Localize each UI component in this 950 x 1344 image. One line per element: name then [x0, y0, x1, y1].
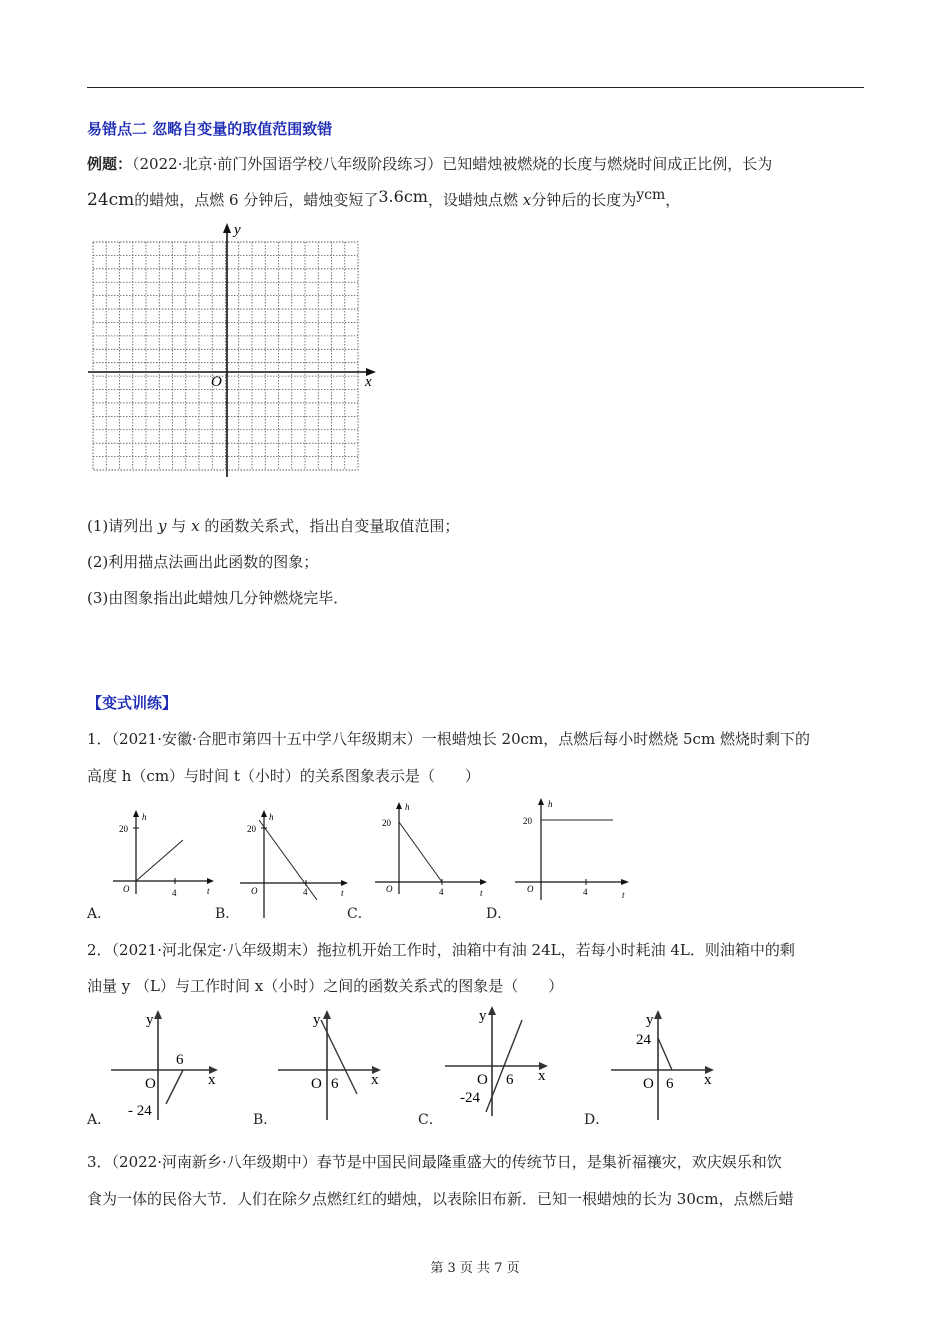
practice-header: 【变式训练】 [87, 694, 178, 712]
label-4: 4 [303, 887, 308, 897]
problem-3-text-1: （2022·河南新乡·八年级期中）春节是中国民间最隆重盛大的传统节日，是集祈福禳灾，欢庆娱乐和饮 [111, 1153, 782, 1171]
label-6: 6 [331, 1076, 339, 1092]
p1-option-c-graph [372, 800, 492, 900]
problem-3-line-1 [87, 1152, 782, 1172]
p1-option-d[interactable]: D． [486, 906, 512, 922]
label-6: 6 [666, 1076, 674, 1092]
page-footer: 第 3 页 共 7 页 [430, 1261, 520, 1276]
label-x: x [208, 1072, 216, 1088]
label-y: y [313, 1012, 321, 1028]
label-o: O [527, 884, 534, 894]
example-line-1 [87, 154, 772, 174]
p1-option-c[interactable]: C． [347, 906, 372, 922]
p2-option-c-graph [442, 1004, 557, 1119]
example-label: 例题： [87, 155, 133, 173]
question-1 [87, 516, 459, 536]
label-x: x [704, 1072, 712, 1088]
p2-option-d-graph [608, 1008, 723, 1123]
problem-1-number: 1． [87, 730, 112, 748]
q1-post: 的函数关系式，指出自变量取值范围； [204, 517, 460, 535]
problem-3-number: 3． [87, 1153, 112, 1171]
p1-option-d-graph [512, 796, 637, 904]
q1-mid: 与 [171, 517, 187, 535]
q1-pre: (1)请列出 [87, 517, 154, 535]
label-20: 20 [247, 824, 256, 834]
question-2: (2)利用描点法画出此函数的图象； [87, 553, 319, 571]
problem-3-line-2: 食为一体的民俗大节．人们在除夕点燃红红的蜡烛，以表除旧布新．已知一根蜡烛的长为 30cm，点燃后蜡 [87, 1190, 794, 1208]
label-o: O [643, 1076, 654, 1092]
header-rule [87, 87, 864, 88]
value-ycm: ycm [636, 187, 666, 203]
p2-a-line [166, 1070, 183, 1104]
x-axis-label: x [365, 374, 372, 390]
question-3: (3)由图象指出此蜡烛几分钟燃烧完毕． [87, 589, 349, 607]
example-source: （2022·北京·前门外国语学校八年级阶段练习） [132, 155, 443, 173]
label-t: t [480, 888, 483, 898]
q1-var-x: x [191, 517, 200, 535]
value-3.6cm: 3.6cm [378, 187, 428, 206]
label-o: O [386, 884, 393, 894]
label-neg24: - 24 [128, 1103, 152, 1119]
label-6: 6 [176, 1052, 184, 1068]
label-x: x [371, 1072, 379, 1088]
label-o: O [477, 1072, 488, 1088]
q1-var-y: y [158, 517, 167, 535]
section-title: 易错点二 忽略自变量的取值范围致错 [87, 120, 333, 138]
label-neg24: -24 [460, 1090, 480, 1106]
p1-option-a[interactable]: A． [87, 906, 112, 922]
example-text-2end: ， [665, 191, 681, 209]
origin-label: O [211, 374, 222, 390]
label-y: y [479, 1008, 487, 1024]
p2-option-b-graph [275, 1008, 390, 1123]
p1-option-b[interactable]: B． [215, 906, 240, 922]
problem-2-text-1: （2021·河北保定·八年级期末）拖拉机开始工作时，油箱中有油 24L，若每小时耗油 4L．则油箱中的剩 [111, 941, 795, 959]
label-20: 20 [382, 818, 391, 828]
example-text-2b: ，设蜡烛点燃 [427, 191, 518, 209]
grid-lines [93, 242, 358, 470]
var-x: x [522, 191, 532, 209]
problem-2-line-2: 油量 y （L）与工作时间 x（小时）之间的函数关系式的图象是（ ） [87, 977, 564, 995]
problem-1-text-1: （2021·安徽·合肥市第四十五中学八年级期末）一根蜡烛长 20cm，点燃后每小时燃烧 5cm 燃烧时剩下的 [111, 730, 810, 748]
problem-1-line-2: 高度 h（cm）与时间 t（小时）的关系图象表示是（ ） [87, 767, 480, 785]
p1-b-line [259, 820, 317, 900]
label-20: 20 [119, 824, 128, 834]
label-h: h [548, 799, 553, 809]
value-24cm: 24cm [87, 190, 135, 210]
example-text: 已知蜡烛被燃烧的长度与燃烧时间成正比例，长为 [442, 155, 773, 173]
label-h: h [269, 812, 274, 822]
label-t: t [622, 890, 625, 900]
y-axis-arrow [223, 223, 231, 233]
example-line-2 [87, 187, 681, 211]
label-h: h [142, 812, 147, 822]
label-t: t [341, 888, 344, 898]
y-axis-label: y [234, 222, 241, 238]
label-o: O [311, 1076, 322, 1092]
problem-2-line-1 [87, 940, 795, 960]
label-20: 20 [523, 816, 532, 826]
coordinate-grid-figure [80, 218, 390, 480]
label-y: y [646, 1012, 654, 1028]
p1-option-a-graph [108, 808, 218, 898]
p1-option-b-graph [235, 808, 355, 923]
label-h: h [405, 802, 410, 812]
label-24: 24 [636, 1032, 651, 1048]
label-y: y [146, 1012, 154, 1028]
label-o: O [251, 886, 258, 896]
p2-option-b[interactable]: B． [253, 1112, 278, 1128]
label-4: 4 [172, 888, 177, 898]
p2-option-a-graph [108, 1008, 223, 1123]
example-text-2a: 的蜡烛，点燃 6 分钟后，蜡烛变短了 [134, 191, 379, 209]
problem-1-line-1 [87, 729, 810, 749]
p2-d-line [658, 1038, 672, 1070]
label-x: x [538, 1068, 546, 1084]
label-4: 4 [439, 887, 444, 897]
p2-option-d[interactable]: D． [584, 1112, 610, 1128]
label-6: 6 [506, 1072, 514, 1088]
label-o: O [123, 884, 130, 894]
p1-c-line [399, 822, 442, 882]
label-o: O [145, 1076, 156, 1092]
problem-2-number: 2． [87, 941, 112, 959]
p2-option-a[interactable]: A． [87, 1112, 112, 1128]
p1-a-line [136, 840, 183, 881]
p2-option-c[interactable]: C． [418, 1112, 443, 1128]
label-4: 4 [583, 887, 588, 897]
example-text-2c: 分钟后的长度为 [531, 191, 637, 209]
label-t: t [207, 886, 210, 896]
